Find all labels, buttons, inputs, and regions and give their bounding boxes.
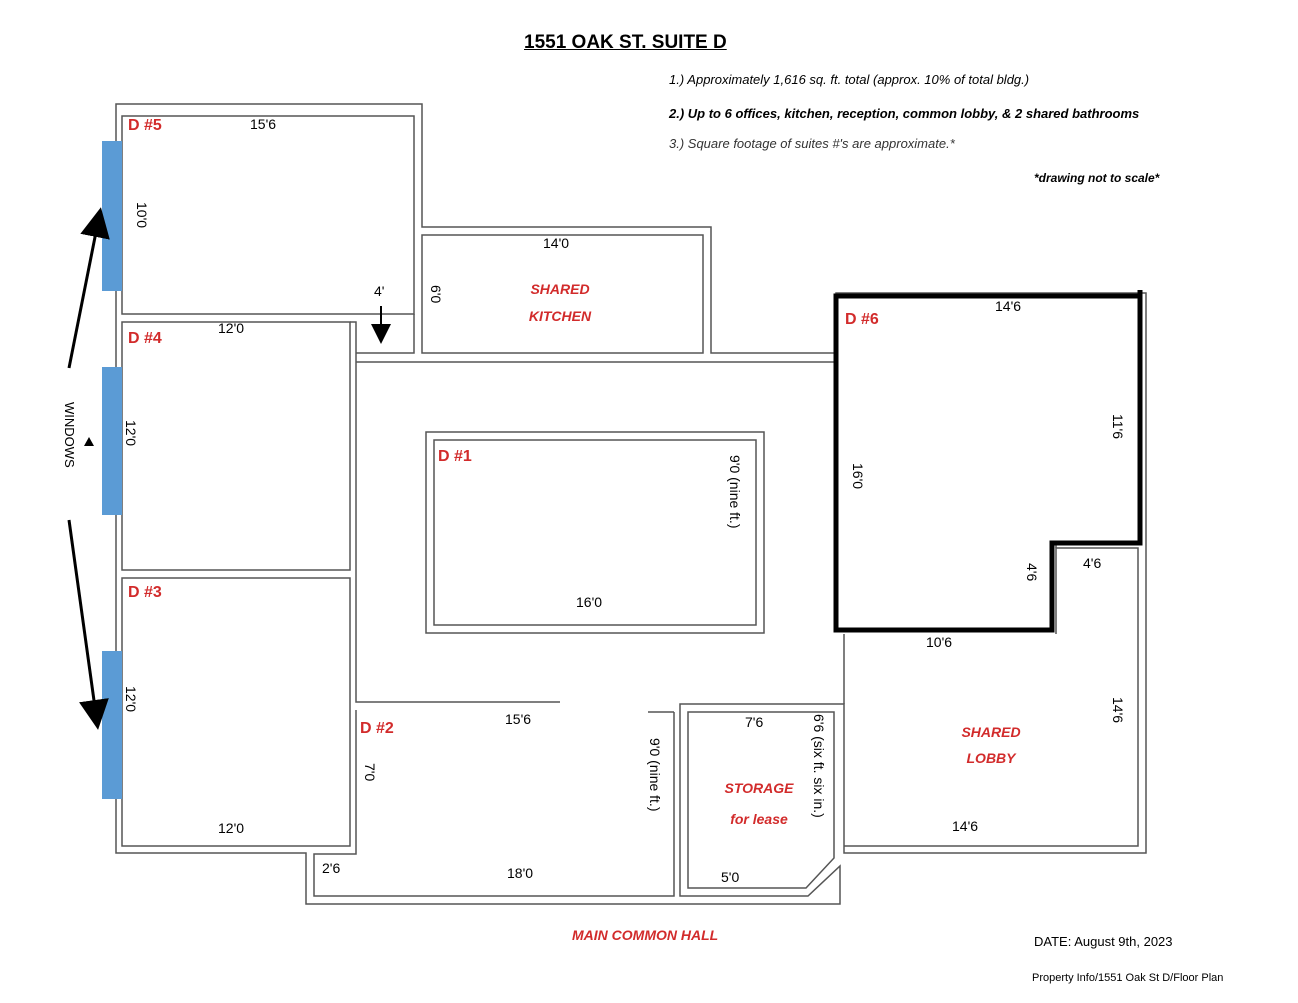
windows-arrow-up [69,222,98,368]
room-d2-left-height: 7'0 [362,763,378,782]
storage-label-line1: STORAGE [724,780,794,796]
room-d5-height: 10'0 [134,202,150,229]
room-d4-label: D #4 [128,330,162,347]
room-d1-height: 9'0 (nine ft.) [727,455,743,529]
room-d5-wall [122,116,414,314]
room-d3-label: D #3 [128,584,162,601]
storage-bottom-width: 5'0 [721,869,740,885]
window-2 [102,367,122,515]
room-d1-label: D #1 [438,448,472,465]
storage-width: 7'6 [745,714,764,730]
room-d6-label: D #6 [845,311,879,328]
note-2: 2.) Up to 6 offices, kitchen, reception, common lobby, & 2 shared bathrooms [669,106,1140,121]
room-d3-width: 12'0 [218,820,245,836]
room-d2-top-width: 15'6 [505,711,532,727]
lobby-wall [844,548,1138,846]
windows-pointer [84,437,94,446]
room-d3-height: 12'0 [123,686,139,713]
lobby-label-line1: SHARED [961,724,1021,740]
room-d2-label: D #2 [360,720,394,737]
room-d6-right-height: 11'6 [1110,414,1126,439]
room-d5-width: 15'6 [250,116,277,132]
room-d5-label: D #5 [128,117,162,134]
date-label: DATE: August 9th, 2023 [1034,934,1173,949]
room-d3-wall [122,578,350,846]
room-d6-top-width: 14'6 [995,298,1022,314]
page-title: 1551 OAK ST. SUITE D [524,32,727,53]
lobby-label-line2: LOBBY [966,750,1016,766]
kitchen-width: 14'0 [543,235,570,251]
lobby-height: 14'6 [1110,697,1126,724]
room-d1-width: 16'0 [576,594,603,610]
windows-arrow-down [69,520,96,715]
outer-wall-outer [116,104,1146,904]
note-3: 3.) Square footage of suites #'s are approximate.* [669,136,955,151]
room-d4-wall [122,322,350,570]
room-d2-bottom-width: 18'0 [507,865,534,881]
footer-path: Property Info/1551 Oak St D/Floor Plan [1032,972,1224,984]
hall-gap-dim: 4' [374,283,385,299]
room-d6-wall [836,296,1140,630]
window-1 [102,141,122,291]
kitchen-label-line1: SHARED [530,281,590,297]
room-d6-left-height: 16'0 [850,463,866,490]
room-d2-step-width: 2'6 [322,860,341,876]
room-d4-width: 12'0 [218,320,245,336]
window-3 [102,651,122,799]
note-1: 1.) Approximately 1,616 sq. ft. total (approx. 10% of total bldg.) [669,72,1030,87]
windows-label: WINDOWS [62,402,77,468]
kitchen-label-line2: KITCHEN [528,308,592,324]
room-d2-right-height: 9'0 (nine ft.) [647,738,663,812]
main-common-hall-label: MAIN COMMON HALL [572,927,719,943]
kitchen-height: 6'0 [428,285,444,304]
room-d4-height: 12'0 [123,420,139,447]
storage-label-line2: for lease [730,811,788,827]
room-d6-bottom-width: 10'6 [926,634,953,650]
scale-note: *drawing not to scale* [1034,171,1160,185]
lobby-width: 14'6 [952,818,979,834]
room-d6-notch-width: 4'6 [1083,555,1102,571]
room-d6-notch-height: 4'6 [1024,563,1040,582]
storage-height: 6'6 (six ft. six in.) [811,714,827,818]
